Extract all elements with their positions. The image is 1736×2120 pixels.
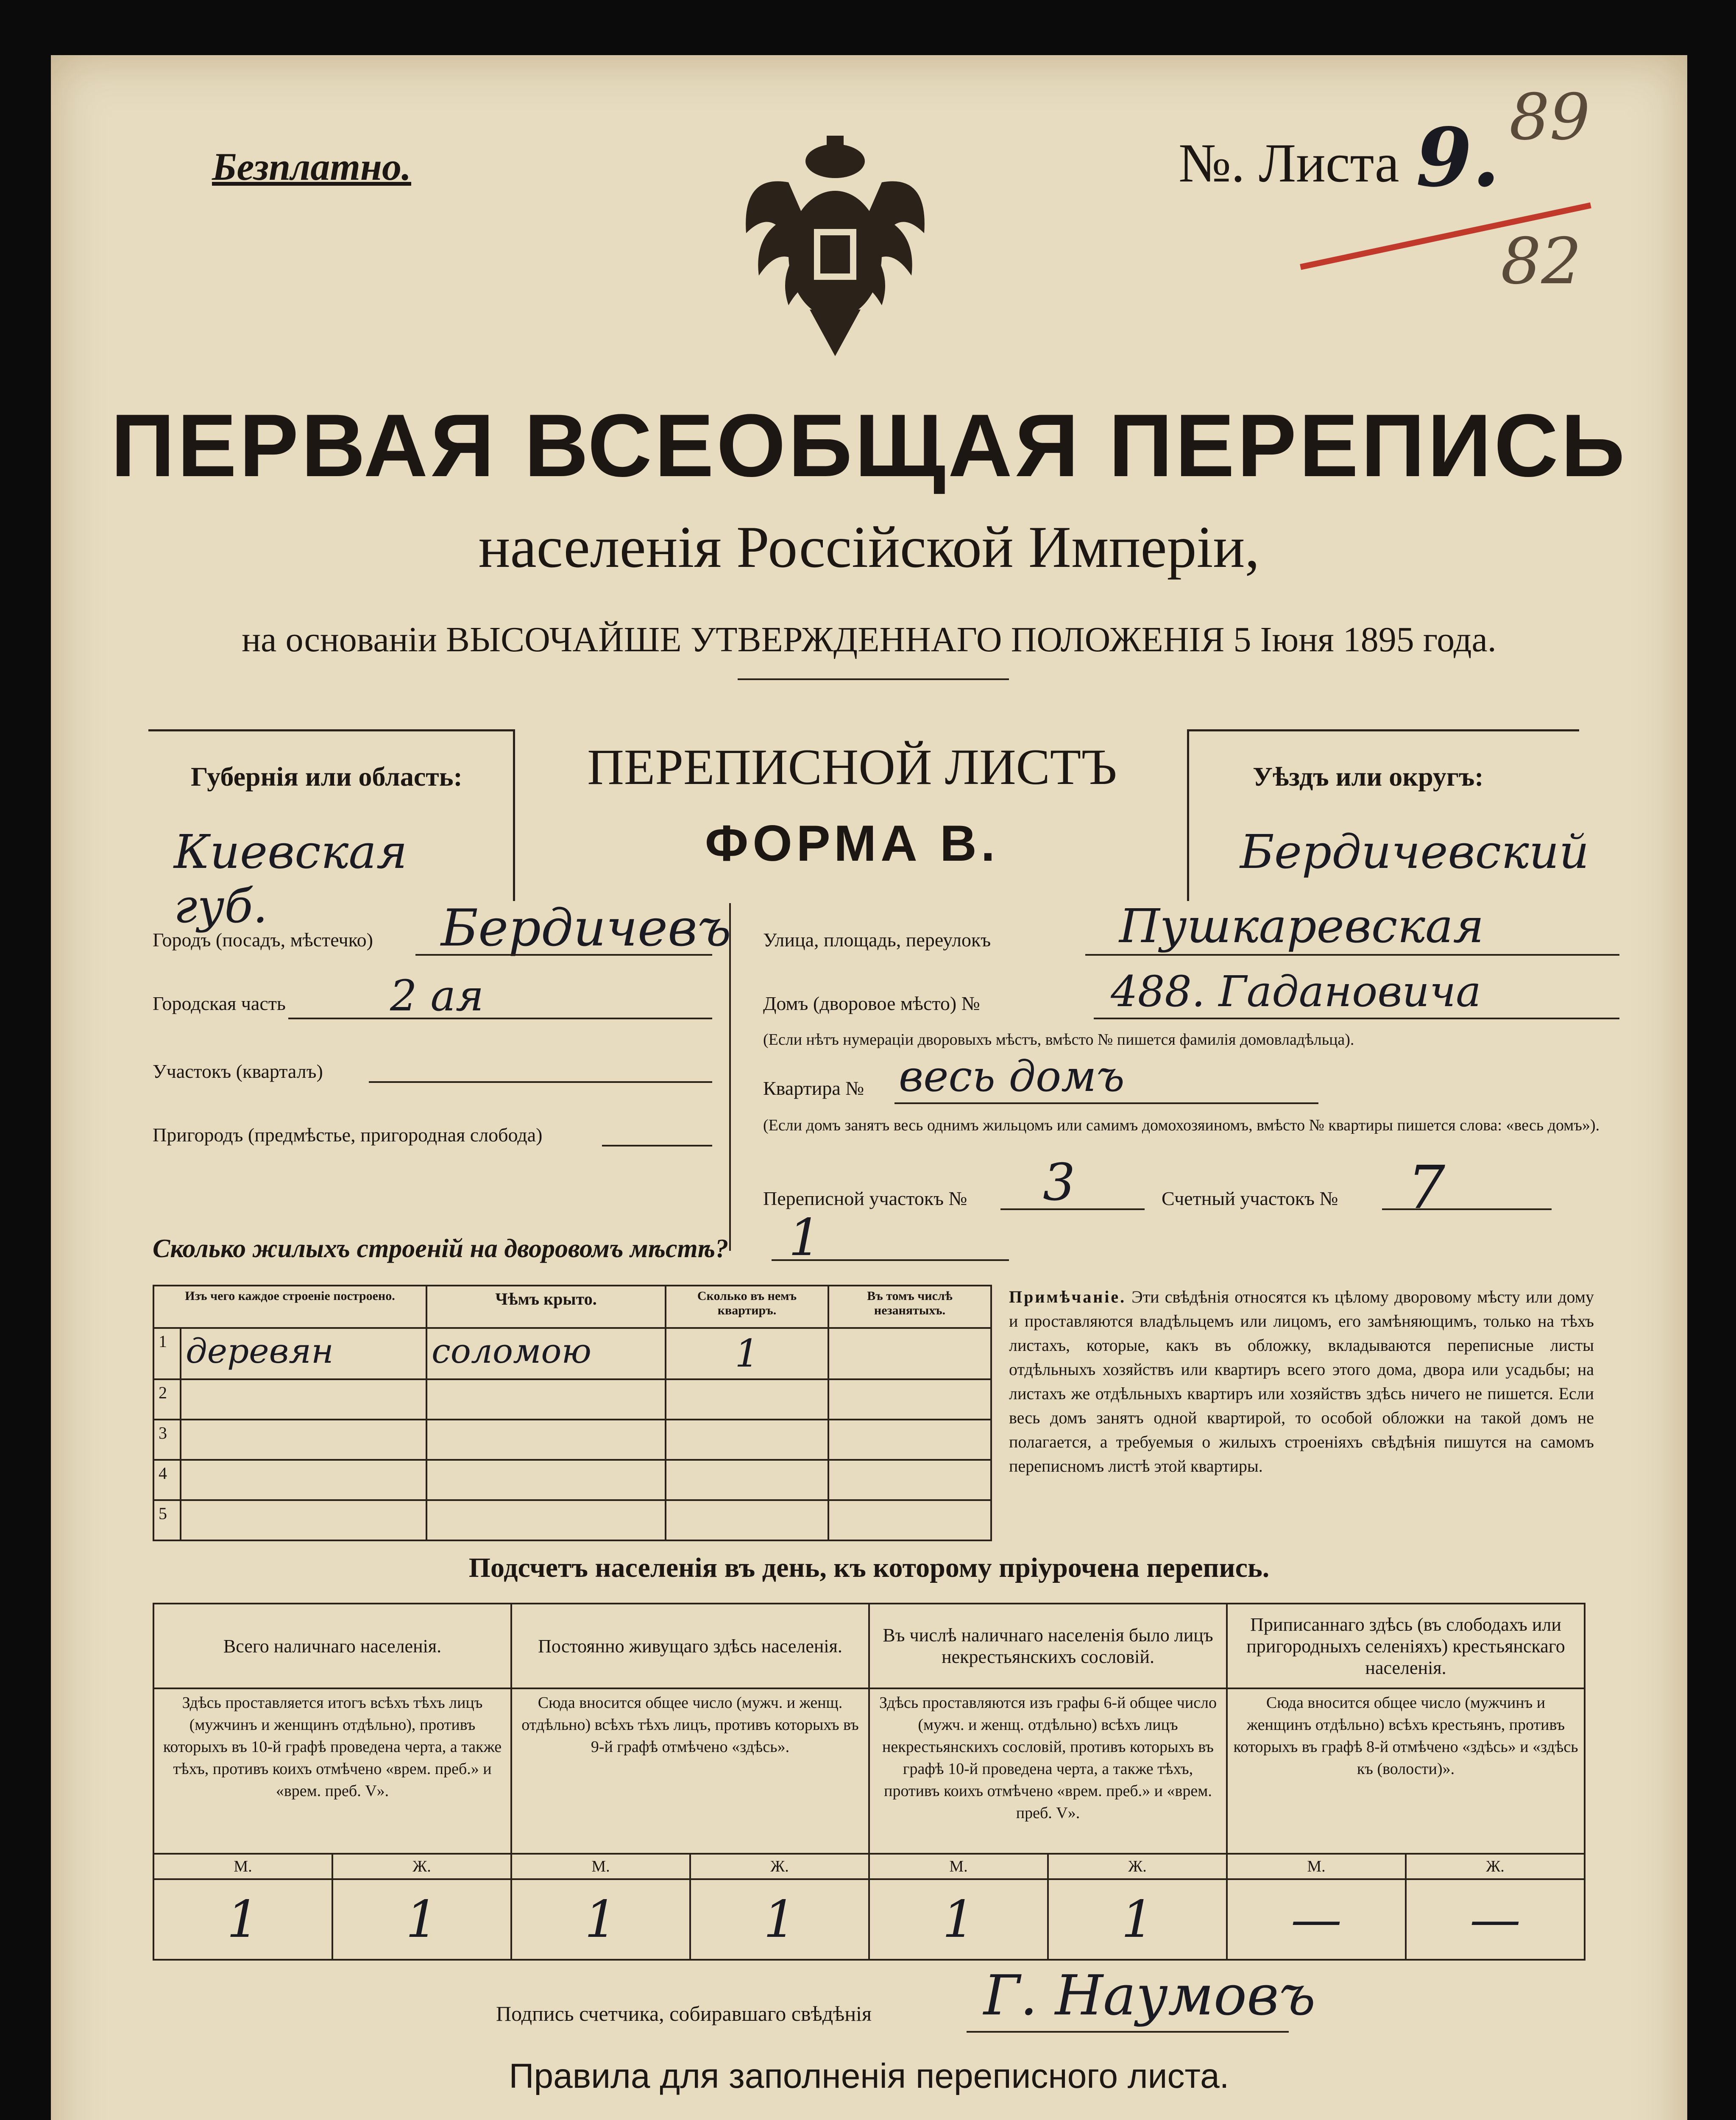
- population-heading-row: [153, 1604, 1585, 1688]
- row-material: деревян: [181, 1328, 426, 1379]
- buildings-header-row: [153, 1286, 991, 1328]
- peasant-female-value: —: [1406, 1879, 1585, 1960]
- basis-line: на основаніи ВЫСОЧАЙШЕ УТВЕРЖДЕННАГО ПОЛОЖЕНІЯ 5 Іюня 1895 года.: [242, 620, 1496, 659]
- non-peasant-male-value: 1: [869, 1879, 1048, 1960]
- count-district-value: 7: [1407, 1153, 1446, 1222]
- buildings-underline: [772, 1259, 1009, 1261]
- main-title: ПЕРВАЯ ВСЕОБЩАЯ ПЕРЕПИСЬ: [111, 396, 1627, 495]
- population-desc-row: [153, 1688, 1585, 1854]
- house-label: Домъ (дворовое мѣсто) №: [763, 993, 980, 1014]
- row-roof: [426, 1460, 666, 1500]
- population-values-row: [153, 1879, 1585, 1960]
- buildings-note: [1009, 1285, 1594, 1478]
- header-material: Изъ чего каждое строеніе построено.: [153, 1286, 426, 1328]
- street-underline: [1085, 954, 1619, 956]
- row-roof: [426, 1420, 666, 1460]
- m-label: М.: [869, 1854, 1048, 1879]
- uezd-box: [1187, 729, 1589, 901]
- title-divider: [738, 678, 1009, 680]
- row-vacant: [828, 1500, 991, 1540]
- apartment-label: Квартира №: [763, 1077, 864, 1099]
- table-row: [153, 1460, 991, 1500]
- city-value: Бердичевъ: [441, 899, 731, 958]
- signature-label: Подпись счетчика, собиравшаго свѣдѣнія: [496, 2002, 872, 2025]
- census-sheet: [51, 55, 1687, 2120]
- corner-number-bottom: 82: [1501, 225, 1582, 298]
- f-label: Ж.: [1048, 1854, 1227, 1879]
- sub-title: населенія Россійской Имперіи,: [478, 514, 1260, 580]
- buildings-answer: 1: [789, 1208, 821, 1267]
- rules-title: Правила для заполненія переписного листа.: [509, 2057, 1229, 2095]
- city-part-value: 2 ая: [390, 971, 484, 1021]
- table-row: [153, 1420, 991, 1460]
- city-part-label: Городская часть: [153, 993, 286, 1014]
- f-label: Ж.: [332, 1854, 511, 1879]
- double-headed-eagle-icon: [738, 127, 933, 365]
- signature-underline: [967, 2031, 1289, 2033]
- census-district-underline: [1000, 1208, 1145, 1210]
- peasant-male-value: —: [1227, 1879, 1406, 1960]
- row-number: 4: [153, 1460, 181, 1500]
- uezd-label: Уѣздъ или округъ:: [1253, 762, 1484, 792]
- pop-heading-peasant: Приписаннаго здѣсь (въ слободахъ или пригородныхъ селеніяхъ) крестьянскаго населенія.: [1227, 1604, 1585, 1688]
- suburb-label: Пригородъ (предмѣстье, пригородная слобода): [153, 1124, 543, 1146]
- population-sex-row: [153, 1854, 1585, 1879]
- row-material: [181, 1379, 426, 1420]
- house-note: (Если нѣтъ нумераціи дворовыхъ мѣстъ, вмѣсто № пишется фамилія домовладѣльца).: [763, 1031, 1354, 1049]
- population-table: [153, 1603, 1586, 1961]
- row-vacant: [828, 1379, 991, 1420]
- pop-heading-permanent: Постоянно живущаго здѣсь населенія.: [511, 1604, 869, 1688]
- census-district-value: 3: [1043, 1153, 1076, 1212]
- note-text: Эти свѣдѣнія относятся къ цѣлому дворовому мѣсту или дому и проставляются владѣльцемъ или лицомъ, его замѣняющимъ, только на тѣхъ листахъ, которые, какъ въ обложку, вкладываются переписные листы отдѣльныхъ хозяйствъ или квартиръ всего этого дома, двора или усадьбы; на листахъ же отдѣльныхъ квартиръ или хозяйствъ здѣсь ничего не пишется. Если весь домъ занятъ одной квартирой, то особой обложки на такой домъ не полагается, а требуемыя о жилыхъ строеніяхъ свѣдѣнія пишутся на самомъ переписномъ листѣ этой квартиры.: [1009, 1287, 1594, 1476]
- permanent-male-value: 1: [511, 1879, 690, 1960]
- count-district-label: Счетный участокъ №: [1162, 1188, 1338, 1209]
- row-apartments: [666, 1460, 828, 1500]
- guberniya-value: Киевская губ.: [174, 825, 407, 933]
- m-label: М.: [511, 1854, 690, 1879]
- note-title: Примѣчаніе.: [1009, 1287, 1126, 1306]
- buildings-question: Сколько жилыхъ строеній на дворовомъ мѣстѣ?: [153, 1234, 729, 1263]
- pop-desc-non-peasant: Здѣсь проставляются изъ графы 6-й общее число (мужч. и женщ. отдѣльно) всѣхъ лицъ некрестьянскихъ сословій, противъ которыхъ въ графѣ 10-й проведена черта, а также тѣхъ, противъ коихъ отмѣчено «врем. преб.» и «врем. преб. V».: [869, 1688, 1227, 1854]
- sheet-number-label: №. Листа: [1179, 133, 1399, 194]
- header-roof: Чѣмъ крыто.: [426, 1286, 666, 1328]
- row-roof: [426, 1379, 666, 1420]
- row-apartments: [666, 1379, 828, 1420]
- apartment-note: (Если домъ занятъ весь однимъ жильцомъ или самимъ домохозяиномъ, вмѣсто № квартиры пишется слова: «весь домъ»).: [763, 1116, 1600, 1134]
- street-value: Пушкаревская: [1119, 899, 1484, 953]
- m-label: М.: [153, 1854, 332, 1879]
- f-label: Ж.: [1406, 1854, 1585, 1879]
- row-material: [181, 1420, 426, 1460]
- population-title: Подсчетъ населенія въ день, къ которому пріурочена перепись.: [468, 1552, 1270, 1583]
- city-label: Городъ (посадъ, мѣстечко): [153, 929, 373, 951]
- row-number: 5: [153, 1500, 181, 1540]
- street-label: Улица, площадь, переулокъ: [763, 929, 991, 951]
- uezd-value: Бердичевский: [1240, 825, 1589, 879]
- row-material: [181, 1500, 426, 1540]
- pop-heading-non-peasant: Въ числѣ наличнаго населенія было лицъ некрестьянскихъ сословій.: [869, 1604, 1227, 1688]
- row-vacant: [828, 1420, 991, 1460]
- corner-number-top: 89: [1509, 81, 1590, 154]
- apartment-underline: [894, 1102, 1318, 1104]
- row-apartments: [666, 1420, 828, 1460]
- census-district-label: Переписной участокъ №: [763, 1188, 967, 1209]
- table-row: [153, 1379, 991, 1420]
- form-title: ПЕРЕПИСНОЙ ЛИСТЪ: [587, 739, 1117, 795]
- city-underline: [415, 954, 712, 956]
- section-underline: [369, 1081, 712, 1083]
- buildings-table: [153, 1285, 992, 1541]
- row-apartments: 1: [666, 1328, 828, 1379]
- row-number: 1: [153, 1328, 181, 1379]
- table-row: [153, 1328, 991, 1379]
- count-district-underline: [1382, 1208, 1552, 1210]
- header-apartments: Сколько въ немъ квартиръ.: [666, 1286, 828, 1328]
- row-material: [181, 1460, 426, 1500]
- row-apartments: [666, 1500, 828, 1540]
- permanent-female-value: 1: [690, 1879, 869, 1960]
- location-divider: [729, 903, 731, 1251]
- row-vacant: [828, 1328, 991, 1379]
- sheet-number-value: 9.: [1416, 110, 1500, 205]
- house-underline: [1094, 1018, 1619, 1019]
- pop-desc-permanent: Сюда вносится общее число (мужч. и женщ. отдѣльно) всѣхъ тѣхъ лицъ, противъ которыхъ въ 9-й графѣ отмѣчено «здѣсь».: [511, 1688, 869, 1854]
- total-female-value: 1: [332, 1879, 511, 1960]
- total-male-value: 1: [153, 1879, 332, 1960]
- apartment-value: весь домъ: [899, 1052, 1125, 1101]
- house-value: 488. Гадановича: [1111, 967, 1481, 1016]
- section-label: Участокъ (кварталъ): [153, 1060, 323, 1082]
- non-peasant-female-value: 1: [1048, 1879, 1227, 1960]
- row-roof: [426, 1500, 666, 1540]
- guberniya-label: Губернія или область:: [191, 762, 463, 792]
- row-roof: соломою: [426, 1328, 666, 1379]
- free-label: Безплатно.: [212, 145, 411, 188]
- f-label: Ж.: [690, 1854, 869, 1879]
- table-row: [153, 1500, 991, 1540]
- signature-value: Г. Наумовъ: [984, 1963, 1316, 2028]
- city-part-underline: [288, 1018, 712, 1019]
- m-label: М.: [1227, 1854, 1406, 1879]
- form-name: ФОРМА В.: [705, 815, 1000, 872]
- pop-desc-peasant: Сюда вносится общее число (мужчинъ и женщинъ отдѣльно) всѣхъ крестьянъ, противъ которыхъ въ графѣ 8-й отмѣчено «здѣсь» и «здѣсь къ (волости)».: [1227, 1688, 1585, 1854]
- pop-desc-total: Здѣсь проставляется итогъ всѣхъ тѣхъ лицъ (мужчинъ и женщинъ отдѣльно), противъ которыхъ въ 10-й графѣ проведена черта, а также тѣхъ, противъ коихъ отмѣчено «врем. преб.» и «врем. преб. V».: [153, 1688, 511, 1854]
- suburb-underline: [602, 1145, 712, 1146]
- row-vacant: [828, 1460, 991, 1500]
- row-number: 3: [153, 1420, 181, 1460]
- guberniya-box: [148, 729, 515, 933]
- header-vacant: Въ томъ числѣ незанятыхъ.: [828, 1286, 991, 1328]
- pop-heading-total: Всего наличнаго населенія.: [153, 1604, 511, 1688]
- row-number: 2: [153, 1379, 181, 1420]
